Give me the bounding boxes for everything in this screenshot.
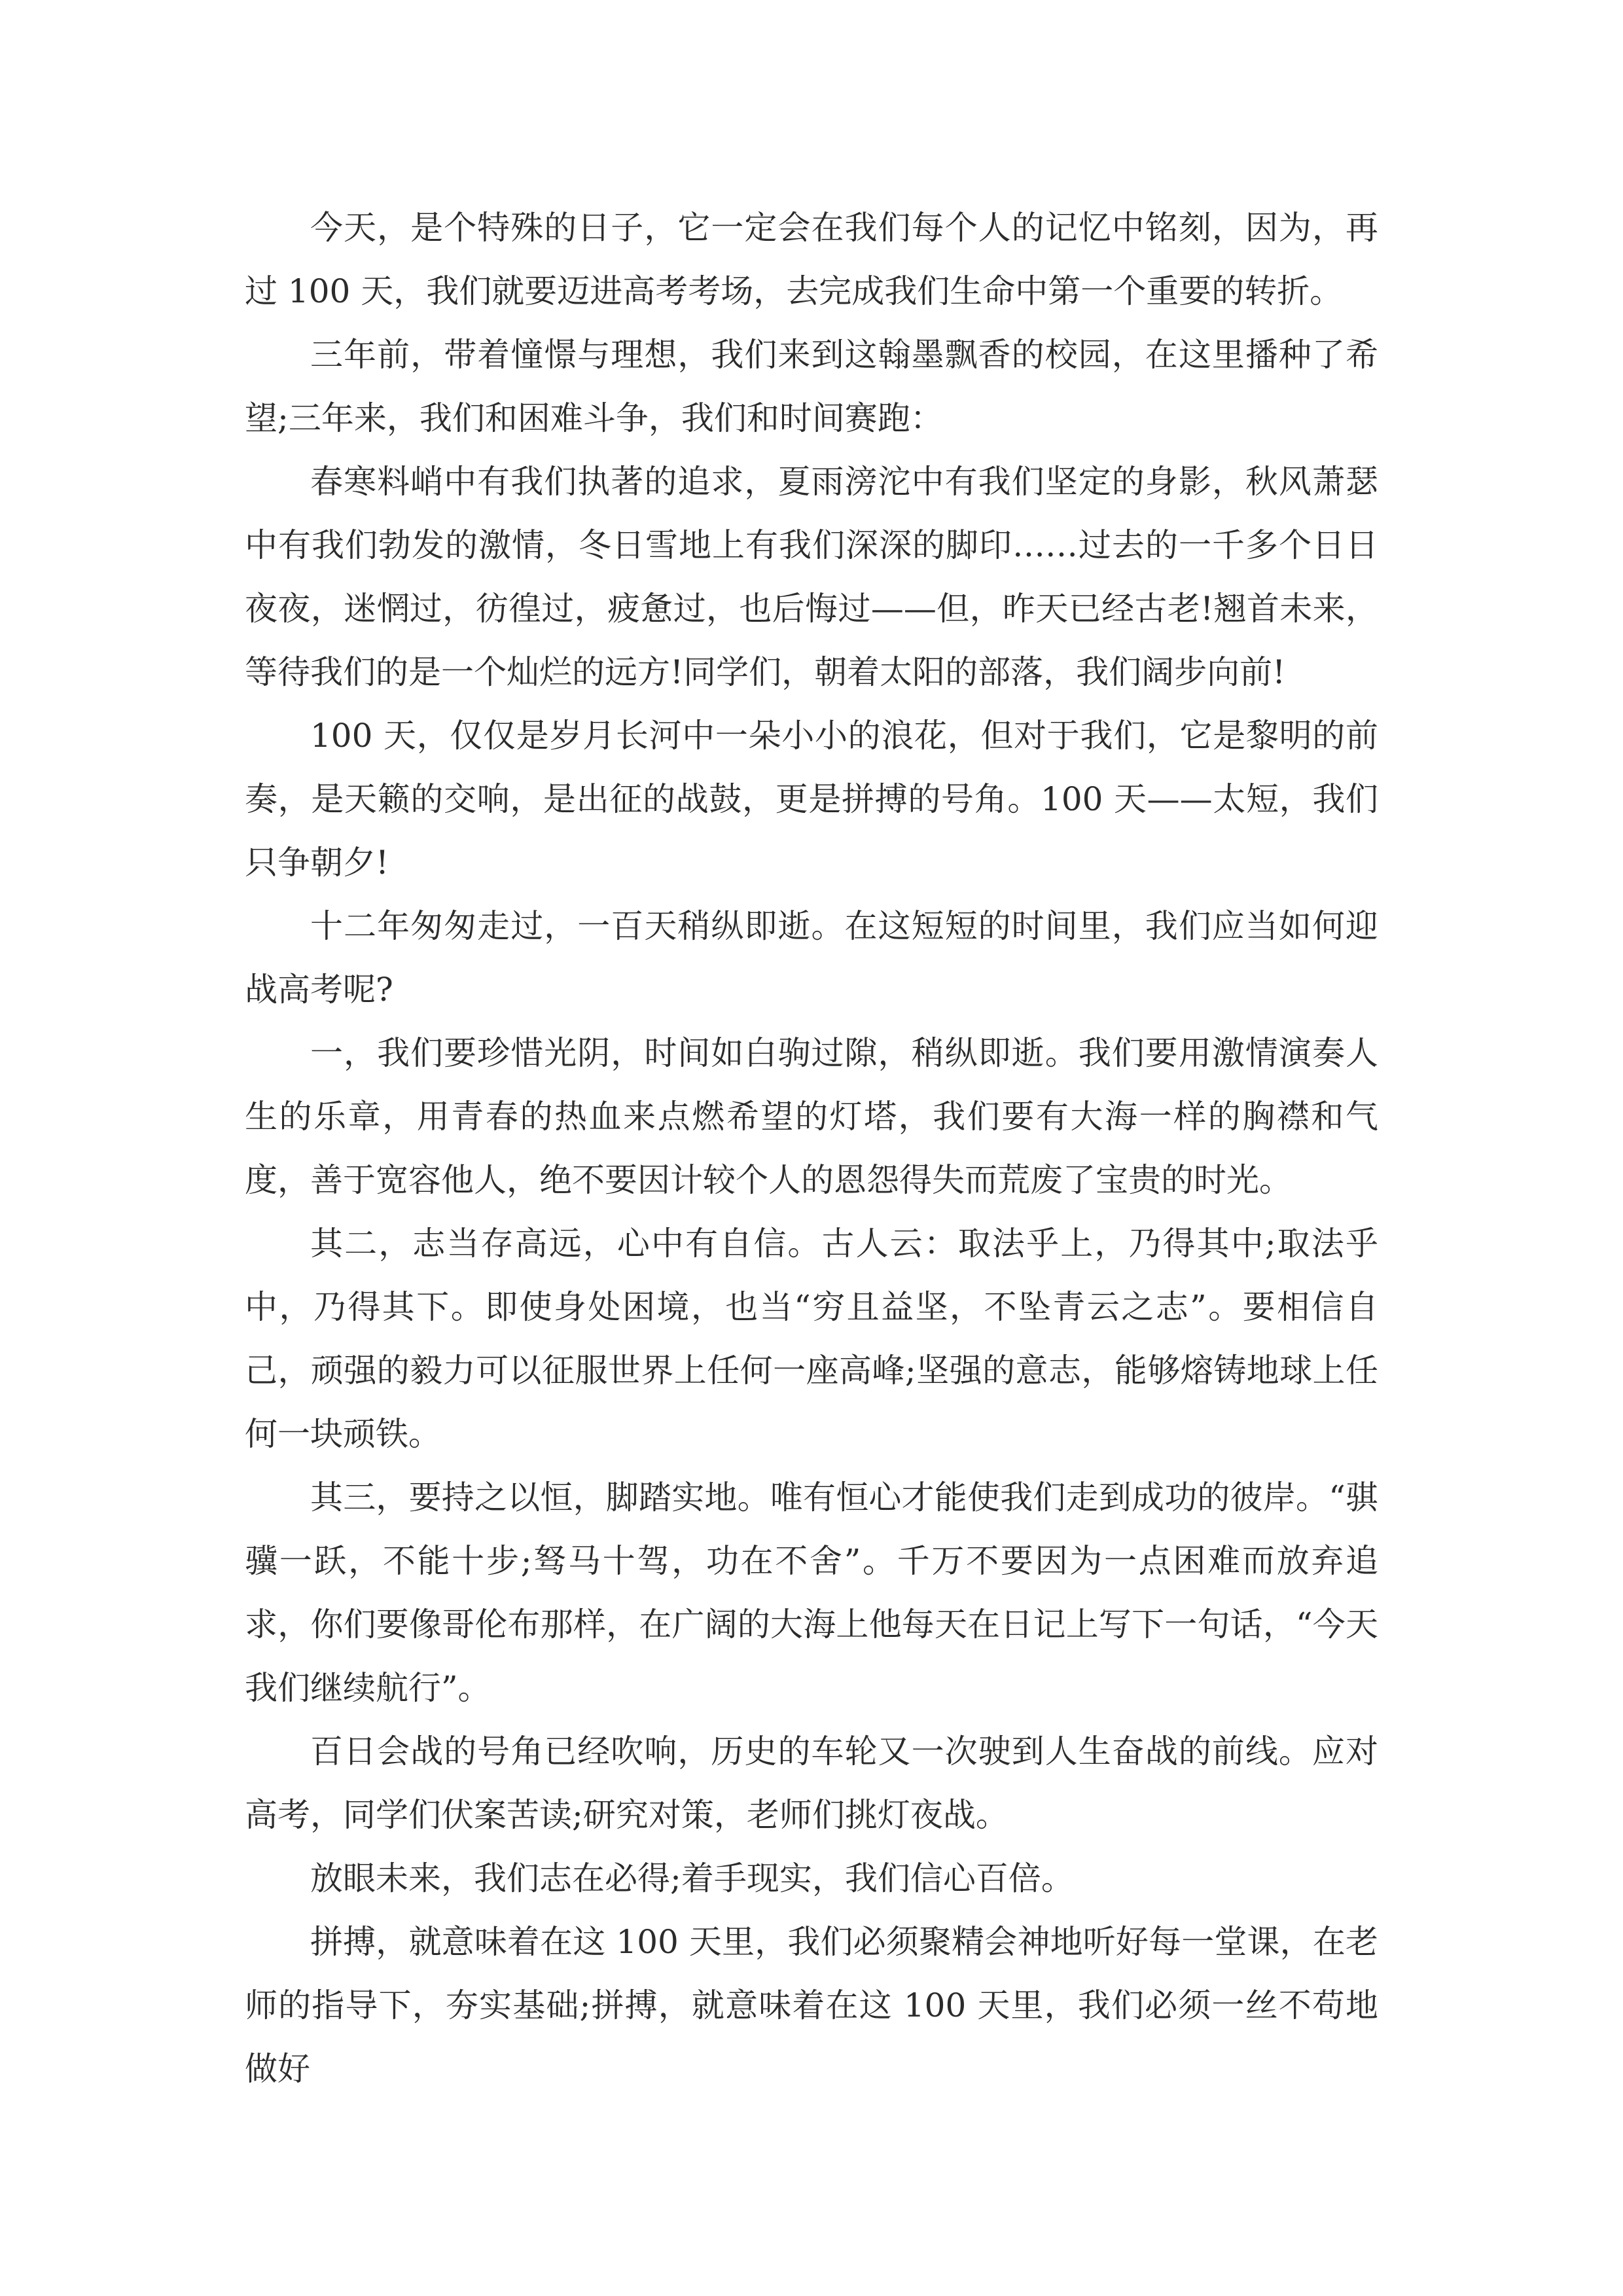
paragraph: 拼搏，就意味着在这 100 天里，我们必须聚精会神地听好每一堂课，在老师的指导下，夯实基础;拼搏，就意味着在这 100 天里，我们必须一丝不苟地做好 xyxy=(245,1923,1378,2088)
paragraph: 100 天，仅仅是岁月长河中一朵小小的浪花，但对于我们，它是黎明的前奏，是天籁的交响，是出征的战鼓，更是拼搏的号角。100 天——太短，我们只争朝夕! xyxy=(245,717,1378,882)
paragraph: 一，我们要珍惜光阴，时间如白驹过隙，稍纵即逝。我们要用激情演奏人生的乐章，用青春的热血来点燃希望的灯塔，我们要有大海一样的胸襟和气度，善于宽容他人，绝不要因计较个人的恩怨得失而荒废了宝贵的时光。 xyxy=(245,1034,1378,1199)
document-body xyxy=(245,196,1378,2101)
paragraph: 百日会战的号角已经吹响，历史的车轮又一次驶到人生奋战的前线。应对高考，同学们伏案苦读;研究对策，老师们挑灯夜战。 xyxy=(245,1732,1378,1834)
paragraph: 放眼未来，我们志在必得;着手现实，我们信心百倍。 xyxy=(310,1859,1074,1897)
paragraph: 其二，志当存高远，心中有自信。古人云：取法乎上，乃得其中;取法乎中，乃得其下。即使身处困境，也当“穷且益坚，不坠青云之志”。要相信自己，顽强的毅力可以征服世界上任何一座高峰;坚强的意志，能够熔铸地球上任何一块顽铁。 xyxy=(245,1225,1378,1453)
paragraph: 三年前，带着憧憬与理想，我们来到这翰墨飘香的校园，在这里播种了希望;三年来，我们和困难斗争，我们和时间赛跑： xyxy=(245,336,1378,437)
paragraph: 十二年匆匆走过，一百天稍纵即逝。在这短短的时间里，我们应当如何迎战高考呢? xyxy=(245,907,1378,1009)
paragraph: 春寒料峭中有我们执著的追求，夏雨滂沱中有我们坚定的身影，秋风萧瑟中有我们勃发的激情，冬日雪地上有我们深深的脚印……过去的一千多个日日夜夜，迷惘过，彷徨过，疲惫过，也后悔过——但，昨天已经古老!翘首未来，等待我们的是一个灿烂的远方!同学们，朝着太阳的部落，我们阔步向前! xyxy=(245,463,1378,691)
paragraph: 其三，要持之以恒，脚踏实地。唯有恒心才能使我们走到成功的彼岸。“骐骥一跃，不能十步;驽马十驾，功在不舍”。千万不要因为一点困难而放弃追求，你们要像哥伦布那样，在广阔的大海上他每天在日记上写下一句话，“今天我们继续航行”。 xyxy=(245,1479,1378,1707)
paragraph: 今天，是个特殊的日子，它一定会在我们每个人的记忆中铭刻，因为，再过 100 天，我们就要迈进高考考场，去完成我们生命中第一个重要的转折。 xyxy=(245,209,1378,310)
